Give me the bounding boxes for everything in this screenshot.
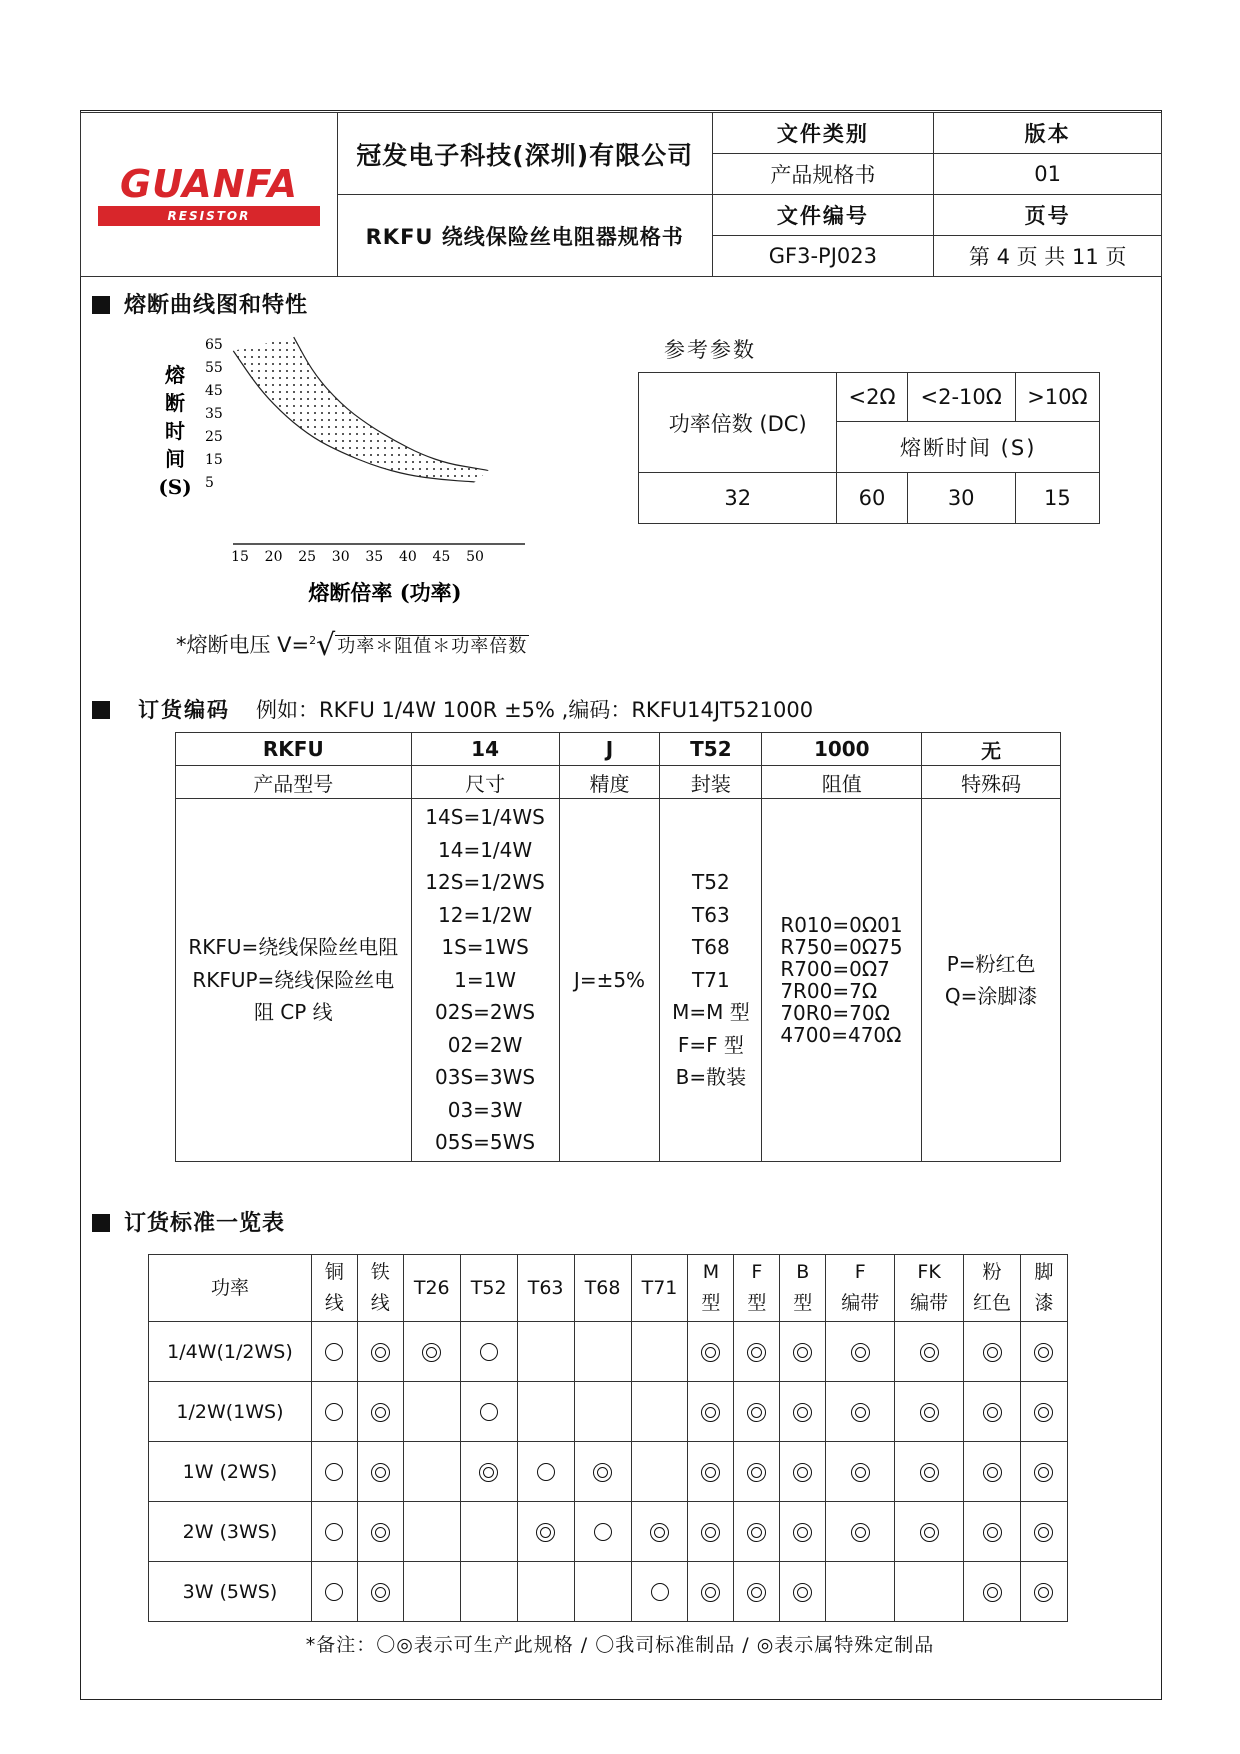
standard-note: *备注：〇◎表示可生产此规格 / 〇我司标准制品 / ◎表示属特殊定制品 <box>305 1634 935 1656</box>
size-item: 03=3W <box>447 1097 523 1122</box>
standard-circle-icon <box>325 1403 343 1421</box>
standard-header-cell <box>357 1255 403 1322</box>
package-item: M=M 型 <box>672 1000 750 1025</box>
standard-cell <box>826 1382 895 1442</box>
header-text: 红色 <box>972 1292 1011 1314</box>
standard-cell <box>895 1562 964 1622</box>
doc-no-value: GF3-PJ023 <box>712 236 934 277</box>
custom-double-circle-icon <box>747 1463 766 1482</box>
custom-double-circle-icon <box>747 1403 766 1422</box>
standard-cell <box>688 1502 734 1562</box>
standard-cell <box>403 1442 460 1502</box>
standard-row <box>149 1502 1068 1562</box>
standard-header-cell <box>688 1255 734 1322</box>
standard-cell <box>357 1382 403 1442</box>
custom-double-circle-icon <box>371 1463 390 1482</box>
standard-header-cell <box>460 1255 517 1322</box>
custom-double-circle-icon <box>920 1523 939 1542</box>
standard-cell <box>826 1322 895 1382</box>
standard-cell <box>1020 1382 1067 1442</box>
standard-cell <box>780 1562 826 1622</box>
standard-cell <box>517 1382 574 1442</box>
x-tick-label: 15 <box>231 549 249 565</box>
standard-row <box>149 1322 1068 1382</box>
resistance-item: 4700=470Ω <box>780 1023 902 1047</box>
formula-radicand: 功率＊阻值＊功率倍数 <box>337 636 528 657</box>
header-text: T26 <box>413 1276 450 1299</box>
custom-double-circle-icon <box>371 1583 390 1602</box>
x-tick-label: 40 <box>398 549 417 565</box>
size-item: 02S=2WS <box>435 1000 536 1025</box>
custom-double-circle-icon <box>983 1403 1002 1422</box>
standard-cell <box>780 1442 826 1502</box>
custom-double-circle-icon <box>851 1403 870 1422</box>
y-tick-label: 45 <box>205 383 223 399</box>
custom-double-circle-icon <box>371 1343 390 1362</box>
resistance-cell <box>762 799 922 1162</box>
square-bullet-icon <box>92 701 110 719</box>
custom-double-circle-icon <box>747 1583 766 1602</box>
standard-cell <box>964 1382 1021 1442</box>
standard-circle-icon <box>480 1403 498 1421</box>
package-item: T68 <box>692 935 730 960</box>
standard-cell <box>357 1502 403 1562</box>
standard-cell <box>964 1502 1021 1562</box>
model-desc-cell <box>176 799 412 1162</box>
custom-double-circle-icon <box>983 1463 1002 1482</box>
standard-cell <box>964 1322 1021 1382</box>
standard-cell <box>311 1502 357 1562</box>
header-text: 型 <box>747 1292 767 1314</box>
resistance-item: 70R0=70Ω <box>780 1001 890 1025</box>
code-cell: 1000 <box>762 733 922 766</box>
header-text: FK <box>917 1261 941 1283</box>
standard-cell <box>1020 1562 1067 1622</box>
size-item: 02=2W <box>447 1032 523 1057</box>
standard-cell <box>357 1322 403 1382</box>
sizes-cell <box>411 799 559 1162</box>
size-item: 05S=5WS <box>435 1130 536 1155</box>
custom-double-circle-icon <box>747 1343 766 1362</box>
standard-cell <box>895 1382 964 1442</box>
standard-cell <box>734 1442 780 1502</box>
standard-cell <box>460 1442 517 1502</box>
custom-double-circle-icon <box>747 1523 766 1542</box>
standard-header-cell <box>311 1255 357 1322</box>
standard-cell <box>826 1562 895 1622</box>
header-text: 型 <box>701 1292 721 1314</box>
header-text: 粉 <box>982 1261 1002 1283</box>
custom-double-circle-icon <box>983 1583 1002 1602</box>
param-value-multiple: 32 <box>639 473 837 524</box>
standard-cell <box>780 1322 826 1382</box>
code-cell: 14 <box>411 733 559 766</box>
custom-double-circle-icon <box>920 1343 939 1362</box>
standard-header-cell <box>517 1255 574 1322</box>
custom-double-circle-icon <box>701 1523 720 1542</box>
standard-cell <box>403 1382 460 1442</box>
param-caption: 参考参数 <box>664 338 756 362</box>
standard-cell <box>631 1502 688 1562</box>
standard-cell <box>403 1562 460 1622</box>
order-code-line <box>92 694 813 724</box>
header-text: F <box>854 1261 866 1283</box>
header-text: 漆 <box>1034 1292 1054 1314</box>
standard-body <box>149 1322 1068 1622</box>
standard-header-cell <box>574 1255 631 1322</box>
standard-cell <box>574 1502 631 1562</box>
power-label: 3W (5WS) <box>149 1562 312 1622</box>
custom-double-circle-icon <box>793 1343 812 1362</box>
package-item: T52 <box>692 870 730 895</box>
y-tick-labels <box>205 337 223 491</box>
standard-cell <box>734 1382 780 1442</box>
standard-cell <box>734 1322 780 1382</box>
x-tick-label: 30 <box>331 549 350 565</box>
x-tick-label: 35 <box>365 549 384 565</box>
custom-double-circle-icon <box>422 1343 441 1362</box>
standard-cell <box>895 1502 964 1562</box>
standard-cell <box>517 1502 574 1562</box>
standard-header-cell <box>895 1255 964 1322</box>
standard-cell <box>734 1502 780 1562</box>
standard-cell <box>311 1442 357 1502</box>
standard-cell <box>631 1442 688 1502</box>
standard-cell <box>780 1382 826 1442</box>
standard-cell <box>688 1562 734 1622</box>
param-value-gt10: 15 <box>1015 473 1099 524</box>
custom-double-circle-icon <box>920 1463 939 1482</box>
standard-circle-icon <box>480 1343 498 1361</box>
package-item: F=F 型 <box>677 1032 744 1057</box>
special-code-cell <box>922 799 1061 1162</box>
standard-header-cell <box>403 1255 460 1322</box>
y-tick-label: 55 <box>205 360 223 376</box>
custom-double-circle-icon <box>536 1523 555 1542</box>
standard-header-cell <box>964 1255 1021 1322</box>
sqrt-icon: √ <box>316 628 336 663</box>
x-axis-label: 熔断倍率 (功率) <box>308 580 462 605</box>
resistance-item: R750=0Ω75 <box>780 935 903 959</box>
standard-cell <box>895 1322 964 1382</box>
header-text: 铜 <box>324 1261 344 1283</box>
package-item: B=散装 <box>675 1065 747 1090</box>
standard-cell <box>517 1562 574 1622</box>
standard-header-row <box>149 1255 1068 1322</box>
custom-double-circle-icon <box>920 1403 939 1422</box>
standard-cell <box>357 1562 403 1622</box>
custom-double-circle-icon <box>851 1343 870 1362</box>
x-tick-label: 50 <box>466 549 484 565</box>
header-text: T63 <box>527 1276 564 1299</box>
order-title: 订货编码 <box>138 698 230 722</box>
standard-cell <box>357 1442 403 1502</box>
standard-cell <box>688 1382 734 1442</box>
y-axis-label-char: (S) <box>158 475 192 499</box>
header-text: B <box>796 1261 810 1283</box>
standard-cell <box>517 1322 574 1382</box>
power-label: 2W (3WS) <box>149 1502 312 1562</box>
y-tick-label: 25 <box>205 429 223 445</box>
section-fuse-curve-title: 熔断曲线图和特性 <box>92 288 308 319</box>
y-tick-label: 65 <box>205 337 223 353</box>
custom-double-circle-icon <box>701 1403 720 1422</box>
code-name-cell: 产品型号 <box>176 766 412 799</box>
param-sub-head: 熔断时间 (S) <box>837 422 1100 473</box>
code-cell: J <box>559 733 660 766</box>
page-label: 页号 <box>934 195 1162 236</box>
standard-circle-icon <box>325 1523 343 1541</box>
standard-cell <box>826 1442 895 1502</box>
standard-cell <box>631 1322 688 1382</box>
param-value-lt2: 60 <box>837 473 907 524</box>
company-name: 冠发电子科技(深圳)有限公司 <box>337 113 712 195</box>
header-text: 功率 <box>210 1276 249 1299</box>
special-code-item: Q=涂脚漆 <box>944 984 1038 1008</box>
x-tick-label: 45 <box>432 549 451 565</box>
power-label: 1/2W(1WS) <box>149 1382 312 1442</box>
package-item: T63 <box>692 902 730 927</box>
standard-cell <box>895 1442 964 1502</box>
size-item: 14=1/4W <box>438 837 533 862</box>
name-row <box>176 766 1061 799</box>
size-item: 12=1/2W <box>438 902 533 927</box>
logo-wordmark: GUANFA <box>119 161 298 206</box>
model-desc-line: RKFUP=绕线保险丝电阻 CP 线 <box>192 967 395 1025</box>
standard-cell <box>403 1322 460 1382</box>
header-text: T68 <box>584 1276 621 1299</box>
custom-double-circle-icon <box>983 1523 1002 1542</box>
order-standard-table <box>148 1254 1068 1622</box>
custom-double-circle-icon <box>650 1523 669 1542</box>
standard-circle-icon <box>325 1583 343 1601</box>
y-tick-label: 5 <box>205 475 214 491</box>
resistance-item: 7R00=7Ω <box>780 979 878 1003</box>
standard-circle-icon <box>325 1463 343 1481</box>
size-item: 1=1W <box>454 967 517 992</box>
standard-header-cell <box>780 1255 826 1322</box>
standard-circle-icon <box>651 1583 669 1601</box>
standard-header-cell <box>734 1255 780 1322</box>
custom-double-circle-icon <box>1034 1463 1053 1482</box>
standard-cell <box>311 1562 357 1622</box>
standard-cell <box>734 1562 780 1622</box>
standard-cell <box>780 1502 826 1562</box>
standard-cell <box>460 1502 517 1562</box>
square-bullet-icon <box>92 1214 110 1232</box>
standard-cell <box>631 1382 688 1442</box>
x-tick-label: 20 <box>264 549 283 565</box>
document-subject: RKFU 绕线保险丝电阻器规格书 <box>337 195 712 277</box>
logo-subtitle: RESISTOR <box>98 206 320 226</box>
resistance-item: R700=0Ω7 <box>780 957 890 981</box>
standard-cell <box>1020 1502 1067 1562</box>
custom-double-circle-icon <box>371 1403 390 1422</box>
standard-cell <box>311 1322 357 1382</box>
standard-cell <box>1020 1322 1067 1382</box>
doc-type-value: 产品规格书 <box>712 154 934 195</box>
x-tick-labels <box>231 549 484 565</box>
company-logo <box>81 161 337 226</box>
custom-double-circle-icon <box>851 1463 870 1482</box>
custom-double-circle-icon <box>983 1343 1002 1362</box>
standard-cell <box>826 1502 895 1562</box>
x-tick-label: 25 <box>298 549 317 565</box>
size-item: 14S=1/4WS <box>425 805 545 830</box>
header-text: 编带 <box>841 1292 880 1314</box>
code-name-cell: 尺寸 <box>411 766 559 799</box>
page-value: 第 4 页 共 11 页 <box>934 236 1162 277</box>
header-text: T71 <box>641 1276 678 1299</box>
header-text: 脚 <box>1034 1261 1054 1283</box>
package-item: T71 <box>692 967 730 992</box>
model-desc-line: RKFU=绕线保险丝电阻 <box>188 935 399 960</box>
fuse-voltage-formula <box>176 628 529 663</box>
y-axis-label <box>158 363 191 499</box>
code-cell: 无 <box>922 733 1061 766</box>
standard-cell <box>403 1502 460 1562</box>
standard-header-cell <box>826 1255 895 1322</box>
y-axis-label-char: 断 <box>165 391 185 415</box>
packages-cell <box>660 799 762 1162</box>
size-item: 12S=1/2WS <box>425 870 545 895</box>
standard-cell <box>688 1442 734 1502</box>
formula-index: 2 <box>309 634 317 647</box>
custom-double-circle-icon <box>1034 1343 1053 1362</box>
special-code-item: P=粉红色 <box>946 951 1036 976</box>
y-axis-label-char: 熔 <box>165 363 185 387</box>
standard-cell <box>631 1562 688 1622</box>
custom-double-circle-icon <box>1034 1523 1053 1542</box>
size-item: 1S=1WS <box>441 935 529 960</box>
y-axis-label-char: 时 <box>165 419 185 443</box>
custom-double-circle-icon <box>371 1523 390 1542</box>
standard-circle-icon <box>594 1523 612 1541</box>
section-standard-title: 订货标准一览表 <box>92 1206 285 1237</box>
doc-no-label: 文件编号 <box>712 195 934 236</box>
custom-double-circle-icon <box>701 1343 720 1362</box>
power-label: 1W (2WS) <box>149 1442 312 1502</box>
standard-header-cell <box>631 1255 688 1322</box>
standard-cell <box>460 1562 517 1622</box>
power-label: 1/4W(1/2WS) <box>149 1322 312 1382</box>
code-name-cell: 精度 <box>559 766 660 799</box>
y-axis-label-char: 间 <box>165 447 185 471</box>
code-cell: T52 <box>660 733 762 766</box>
range-lt2: <2Ω <box>837 373 907 422</box>
custom-double-circle-icon <box>793 1583 812 1602</box>
code-name-cell: 封装 <box>660 766 762 799</box>
standard-cell <box>688 1322 734 1382</box>
standard-cell <box>574 1442 631 1502</box>
size-item: 03S=3WS <box>435 1065 536 1090</box>
standard-cell <box>460 1382 517 1442</box>
custom-double-circle-icon <box>793 1523 812 1542</box>
order-example: 例如：RKFU 1/4W 100R ±5% ,编码：RKFU14JT521000 <box>256 698 814 722</box>
custom-double-circle-icon <box>701 1583 720 1602</box>
standard-cell <box>574 1322 631 1382</box>
standard-cell <box>574 1562 631 1622</box>
resistance-item: R010=0Ω01 <box>780 913 903 937</box>
formula-prefix: *熔断电压 V= <box>176 633 310 657</box>
header-text: M <box>702 1261 720 1283</box>
range-gt10: >10Ω <box>1015 373 1099 422</box>
square-bullet-icon <box>92 296 110 314</box>
version-value: 01 <box>934 154 1162 195</box>
version-label: 版本 <box>934 113 1162 154</box>
order-code-table <box>175 732 1061 1162</box>
standard-cell <box>517 1442 574 1502</box>
custom-double-circle-icon <box>851 1523 870 1542</box>
standard-row <box>149 1442 1068 1502</box>
custom-double-circle-icon <box>793 1463 812 1482</box>
standard-header-cell <box>1020 1255 1067 1322</box>
tolerance-cell: J=±5% <box>559 799 660 1162</box>
custom-double-circle-icon <box>593 1463 612 1482</box>
standard-circle-icon <box>325 1343 343 1361</box>
custom-double-circle-icon <box>701 1463 720 1482</box>
header-text: 线 <box>324 1292 344 1314</box>
y-tick-label: 15 <box>205 452 223 468</box>
logo-cell <box>81 113 338 277</box>
code-row <box>176 733 1061 766</box>
code-cell: RKFU <box>176 733 412 766</box>
doc-type-label: 文件类别 <box>712 113 934 154</box>
range-2-10: <2-10Ω <box>907 373 1015 422</box>
standard-cell <box>311 1382 357 1442</box>
param-value-2-10: 30 <box>907 473 1015 524</box>
standard-cell <box>574 1382 631 1442</box>
fuse-curve-chart <box>145 320 565 610</box>
code-name-cell: 特殊码 <box>922 766 1061 799</box>
header-text: F <box>751 1261 763 1283</box>
custom-double-circle-icon <box>1034 1583 1053 1602</box>
custom-double-circle-icon <box>793 1403 812 1422</box>
standard-row <box>149 1562 1068 1622</box>
y-tick-label: 35 <box>205 406 223 422</box>
standard-header-cell <box>149 1255 312 1322</box>
header-text: 型 <box>793 1292 813 1314</box>
standard-cell <box>964 1442 1021 1502</box>
code-name-cell: 阻值 <box>762 766 922 799</box>
reference-param-table <box>638 372 1100 524</box>
standard-circle-icon <box>537 1463 555 1481</box>
header-text: 编带 <box>910 1292 949 1314</box>
standard-row <box>149 1382 1068 1442</box>
param-col-head: 功率倍数 (DC) <box>639 373 837 473</box>
standard-cell <box>964 1562 1021 1622</box>
document-header <box>80 112 1162 277</box>
header-text: T52 <box>470 1276 507 1299</box>
custom-double-circle-icon <box>1034 1403 1053 1422</box>
header-text: 铁 <box>370 1261 390 1283</box>
header-text: 线 <box>370 1292 390 1314</box>
standard-cell <box>1020 1442 1067 1502</box>
custom-double-circle-icon <box>479 1463 498 1482</box>
standard-cell <box>460 1322 517 1382</box>
